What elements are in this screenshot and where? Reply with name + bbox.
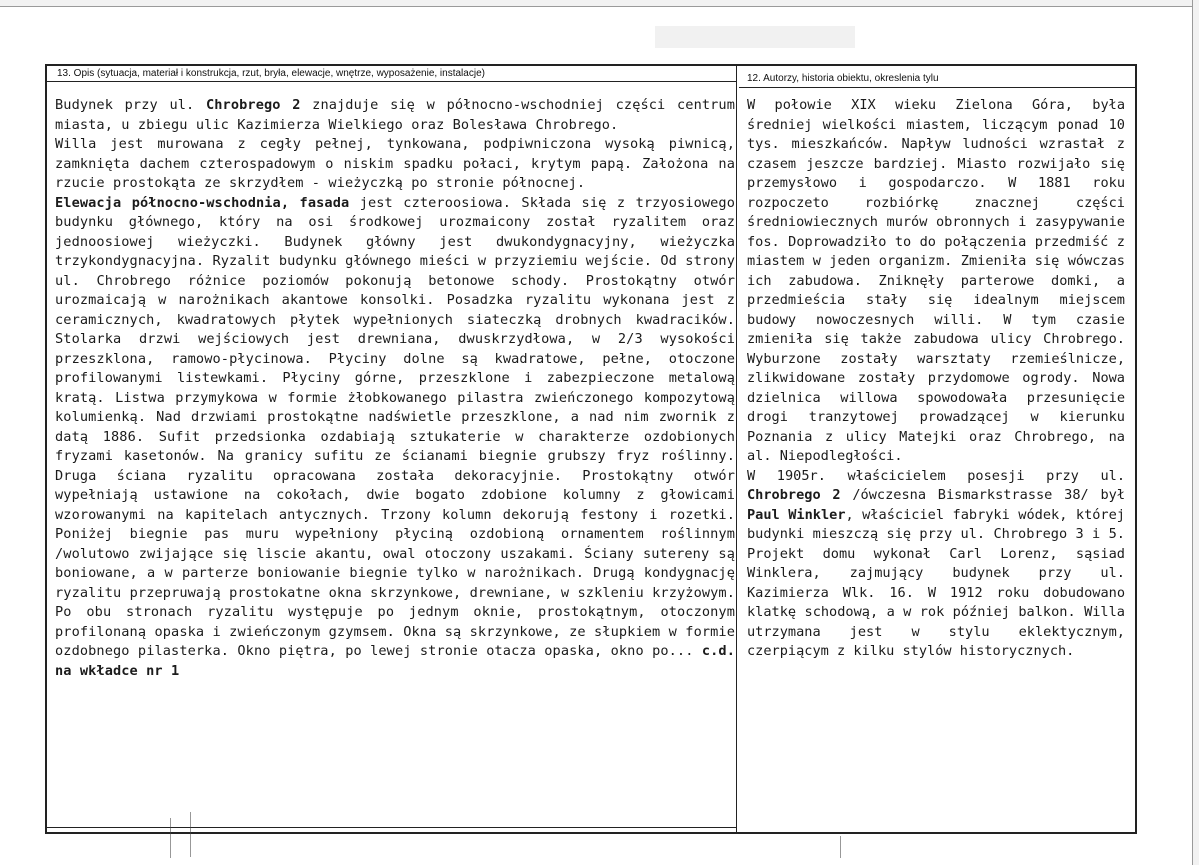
description-paragraph-location: [55, 96, 735, 135]
text-span: jest czteroosiowa. Składa się z trzyosiowego budynku głównego, który na osi środkowej urozmaicony został ryzalitem oraz jednoosiowej wieżyczki. Budynek główny jest dwukondygnacyjny, wieżyczka trzykondygnacyjna. Ryzalit budynku głównego mieści w przyziemiu wejście. Od strony ul. Chrobrego różnice poziomów pokonują betonowe schody. Prostokątny otwór urozmaicają w narożnikach akantowe konsolki. Posadzka ryzalitu wykonana jest z ceramicznych, kwadratowych płytek wypełnionych siateczką drobnych kwadracików. Stolarka drzwi wejściowych jest drewniana, dwuskrzydłowa, w 2/3 wysokości przeszklona, ramowo-płycinowa. Płyciny dolne są kwadratowe, pełne, otoczone profilowanymi listewkami. Płyciny górne, przeszklone i zabezpieczone metalową kratą. Listwa przymykowa w formie żłobkowanego pilastra zwieńczonego kompozytową kolumienką. Nad drzwiami prostokątne nadświetle przeszklone, a nad nim zwornik z datą 1886. Sufit przedsionka ozdabiają sztukaterie w charakterze ozdobionych fryzami kasetonów. Na granicy sufitu ze ścianami biegnie grubszy fryz roślinny. Druga ściana ryzalitu opracowana została dekoracyjnie. Prostokątny otwór wypełniają ustawione na cokołach, dwie bogato zdobione kolumny z głowicami wzorowanymi na kapitelach antycznych. Trzony kolumn dekorują festony i rozetki. Poniżej biegnie pas muru wypełniony płyciną ozdobioną ornamentem roślinnym /wolutowo zwijające się liscie akantu, owal otoczony uszakami. Ściany sutereny są boniowane, a w parterze boniowanie biegnie tylko w narożnikach. Drugą kondygnację ryzalitu przepruwają prostokatne okna skrzynkowe, drewniane, w szkleniu krzyżowym. Po obu stronach ryzalitu występuje po jednym oknie, prostokątnym, otoczonym profilonaną opaska i zwieńczonym gzymsem. Okna są skrzynkowe, ze słupkiem w formie ozdobnego pilasterka. Okno piętra, po lewej stronie otacza opaska, okno po...: [55, 194, 735, 659]
scan-artifact: [840, 836, 841, 858]
street-address: Chrobrego 2: [747, 487, 841, 503]
text-span: , właściciel fabryki wódek, której budynki mieszczą się przy ul. Chrobrego 3 i 5. Projekt domu wykonał Carl Lorenz, sąsiad Winklera, zajmujący budynek przy ul. Kazimierza Wlk. 16. W 1912 roku dobudowano klatkę schodową, a w rok później balkon. Willa utrzymana jest w stylu eklektycznym, czerpiącym z kilku stylów historycznych.: [747, 506, 1125, 659]
history-paragraph-owner: [747, 467, 1125, 662]
bottom-rule: [47, 827, 736, 828]
description-paragraph-structure: Willa jest murowana z cegły pełnej, tynkowana, podpiwniczona wysoką piwnicą, zamknięta dachem czterospadowym o niskim spadku połaci, krytym papą. Założona na rzucie prostokąta ze skrzydłem - wieżyczką po stronie północnej.: [55, 136, 735, 191]
description-text: [55, 96, 735, 681]
description-paragraph-facade: [55, 194, 735, 682]
history-column: [739, 66, 1135, 832]
text-span: Budynek przy ul.: [55, 97, 206, 113]
history-paragraph-city: W połowie XIX wieku Zielona Góra, była średniej wielkości miastem, liczącym ponad 10 tys. mieszkańców. Napływ ludności wzrastał z czasem jeszcze bardziej. Miasto rozwijało się przemysłowo i gospodarczo. W 1881 roku rozpoczeto rozbiórkę znacznej części średniowiecznych murów obronnych i zasypywanie fos. Doprowadziło to do połączenia przedmiść z miastem w jeden organizm. Zmieniła się wówczas ich zabudowa. Zniknęły parterowe domki, a przedmieścia stały się idealnym miejscem budowy nowoczesnych willi. W tym czasie zmieniła się także zabudowa ulicy Chrobrego. Wyburzone zostały warsztaty rzemieślnicze, zlikwidowane zostały przydomowe ogrody. Nowa dzielnica willowa spowodowała przesunięcie drogi tranzytowej prowadzącej w kierunku Poznania z ulicy Matejki oraz Chrobrego, na al. Niepodległości.: [747, 97, 1125, 464]
description-column: [47, 66, 737, 832]
scan-edge-right: [1192, 0, 1199, 865]
text-span: znajduje się w północno-wschodniej części centrum miasta, u zbiegu ulic Kazimierza Wielkiego oraz Bolesława Chrobrego.: [55, 97, 735, 133]
text-span: /ówczesna Bismarkstrasse 38/ był: [840, 487, 1125, 503]
scan-edge-top: [0, 0, 1199, 7]
owner-name: Paul Winkler: [747, 506, 846, 523]
facade-heading: Elewacja północno-wschodnia, fasada: [55, 194, 350, 211]
faded-stamp-area: [655, 26, 855, 48]
continuation-note: c.d. na wkładce nr 1: [55, 643, 735, 679]
scan-artifact: [170, 818, 171, 858]
record-card-form: [45, 64, 1137, 834]
text-span: W 1905r. właścicielem posesji przy ul.: [747, 467, 1125, 484]
street-address: Chrobrego 2: [205, 97, 301, 113]
history-text: [747, 96, 1125, 662]
scan-artifact: [190, 812, 191, 857]
description-header: 13. Opis (sytuacja, materiał i konstrukcja, rzut, bryła, elewacje, wnętrze, wyposażenie, instalacje): [47, 66, 736, 82]
history-header: 12. Autorzy, historia obiektu, okreslenia tylu: [739, 72, 1135, 88]
